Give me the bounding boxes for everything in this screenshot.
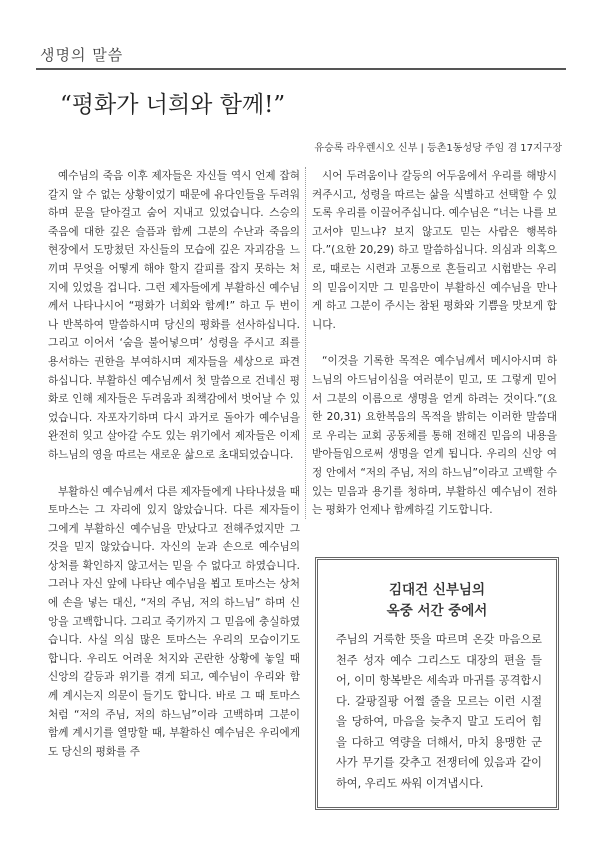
right-column [312,167,557,520]
quote-box [315,557,559,810]
paragraph: 예수님의 죽음 이후 제자들은 자신들 역시 언제 잡혀갈지 알 수 없는 상황이었기 때문에 유다인들을 두려워하며 문을 닫아걸고 숨어 지내고 있었습니다. 스승의 죽음에 대한 깊은 슬픔과 함께 그분의 수난과 죽음의 현장에서 도망쳤던 자신들의 모습에 깊은 자괴감을 느끼며 무엇을 어떻게 해야 할지 갈피를 잡지 못하는 처지에 있었을 겁니다. 그런 제자들에게 부활하신 예수님께서 나타나시어 “평화가 너희와 함께!” 하고 두 번이나 반복하여 말씀하시며 당신의 평화를 선사하십니다. 그리고 이어서 ‘숨을 불어넣으며’ 성령을 주시고 죄를 용서하는 권한을 부여하시며 제자들을 세상으로 파견하십니다. 부활하신 예수님께서 첫 말씀으로 건네신 평화로 인해 제자들은 두려움과 죄책감에서 벗어날 수 있었습니다. 자포자기하며 다시 과거로 돌아가 예수님을 완전히 잊고 살아갈 수도 있는 위기에서 제자들은 이제 하느님의 영을 따르는 새로운 삶으로 초대되었습니다. [48,170,300,461]
paragraph: 시어 두려움이나 갈등의 어두움에서 우리를 해방시켜주시고, 성령을 따르는 삶을 식별하고 선택할 수 있도록 우리를 이끌어주십니다. 예수님은 “너는 나를 보고서야 믿느냐? 보지 않고도 믿는 사람은 행복하다.”(요한 20,29) 하고 말씀하십니다. 의심과 의혹으로, 때로는 시련과 고통으로 흔들리고 시험받는 우리의 믿음이지만 그 믿음만이 부활하신 예수님을 만나게 하고 그분이 주시는 참된 평화와 기쁨을 맛보게 합니다. [312,170,557,331]
paragraph: 부활하신 예수님께서 다른 제자들에게 나타나셨을 때 토마스는 그 자리에 있지 않았습니다. 다른 제자들이 그에게 부활하신 예수님을 만났다고 전해주었지만 그것을 믿지 않았습니다. 자신의 눈과 손으로 예수님의 상처를 확인하지 않고서는 믿을 수 없다고 하였습니다. 그러나 자신 앞에 나타난 예수님을 뵙고 토마스는 상처에 손을 넣는 대신, “저의 주님, 저의 하느님” 하며 신앙을 고백합니다. 그리고 죽기까지 그 믿음에 충실하였습니다. 사실 의심 많은 토마스는 우리의 모습이기도 합니다. 우리도 어려운 처지와 곤란한 상황에 놓일 때 신앙의 갈등과 위기를 겪게 되고, 예수님이 우리와 함께 계시는지 의문이 들기도 합니다. 바로 그 때 토마스처럼 “저의 주님, 저의 하느님”이라 고백하며 그분이 함께 계시기를 열망할 때, 부활하신 예수님은 우리에게도 당신의 평화를 주 [48,485,300,758]
paragraph: “이것을 기록한 목적은 예수님께서 메시아시며 하느님의 아드님이심을 여러분이 믿고, 또 그렇게 믿어서 그분의 이름으로 생명을 얻게 하려는 것이다.”(요한 20,31) 요한복음의 목적을 밝히는 이러한 말씀대로 우리는 교회 공동체를 통해 전해진 믿음의 내용을 받아들임으로써 생명을 얻게 됩니다. 우리의 신앙 여정 안에서 “저의 주님, 저의 하느님”이라고 고백할 수 있는 믿음과 용기를 청하며, 부활하신 예수님이 전하는 평화가 언제나 함께하길 기도합니다. [312,355,557,517]
quote-title-line2: 옥중 서간 중에서 [386,603,488,619]
quote-body: 주님의 거룩한 뜻을 따르며 온갖 마음으로 천주 성자 예수 그리스도 대장의 편을 들어, 이미 항복받은 세속과 마귀를 공격합시다. 갈팡질팡 어쩔 줄을 모르는 이런 시절을 당하여, 마음을 늦추지 말고 도리어 힘을 다하고 역량을 더해서, 마치 용맹한 군사가 무기를 갖추고 전쟁터에 있음과 같이 하여, 우리도 싸워 이겨냅시다. [336,633,542,790]
left-column [48,167,300,761]
article-title: “평화가 너희와 함께!” [60,92,286,118]
author-byline: 유승록 라우렌시오 신부 | 등촌1동성당 주임 겸 17지구장 [314,143,562,154]
header-rule [36,68,566,70]
quote-title-line1: 김대건 신부님의 [389,582,485,598]
section-label: 생명의 말씀 [40,46,124,64]
column-divider [305,167,306,519]
